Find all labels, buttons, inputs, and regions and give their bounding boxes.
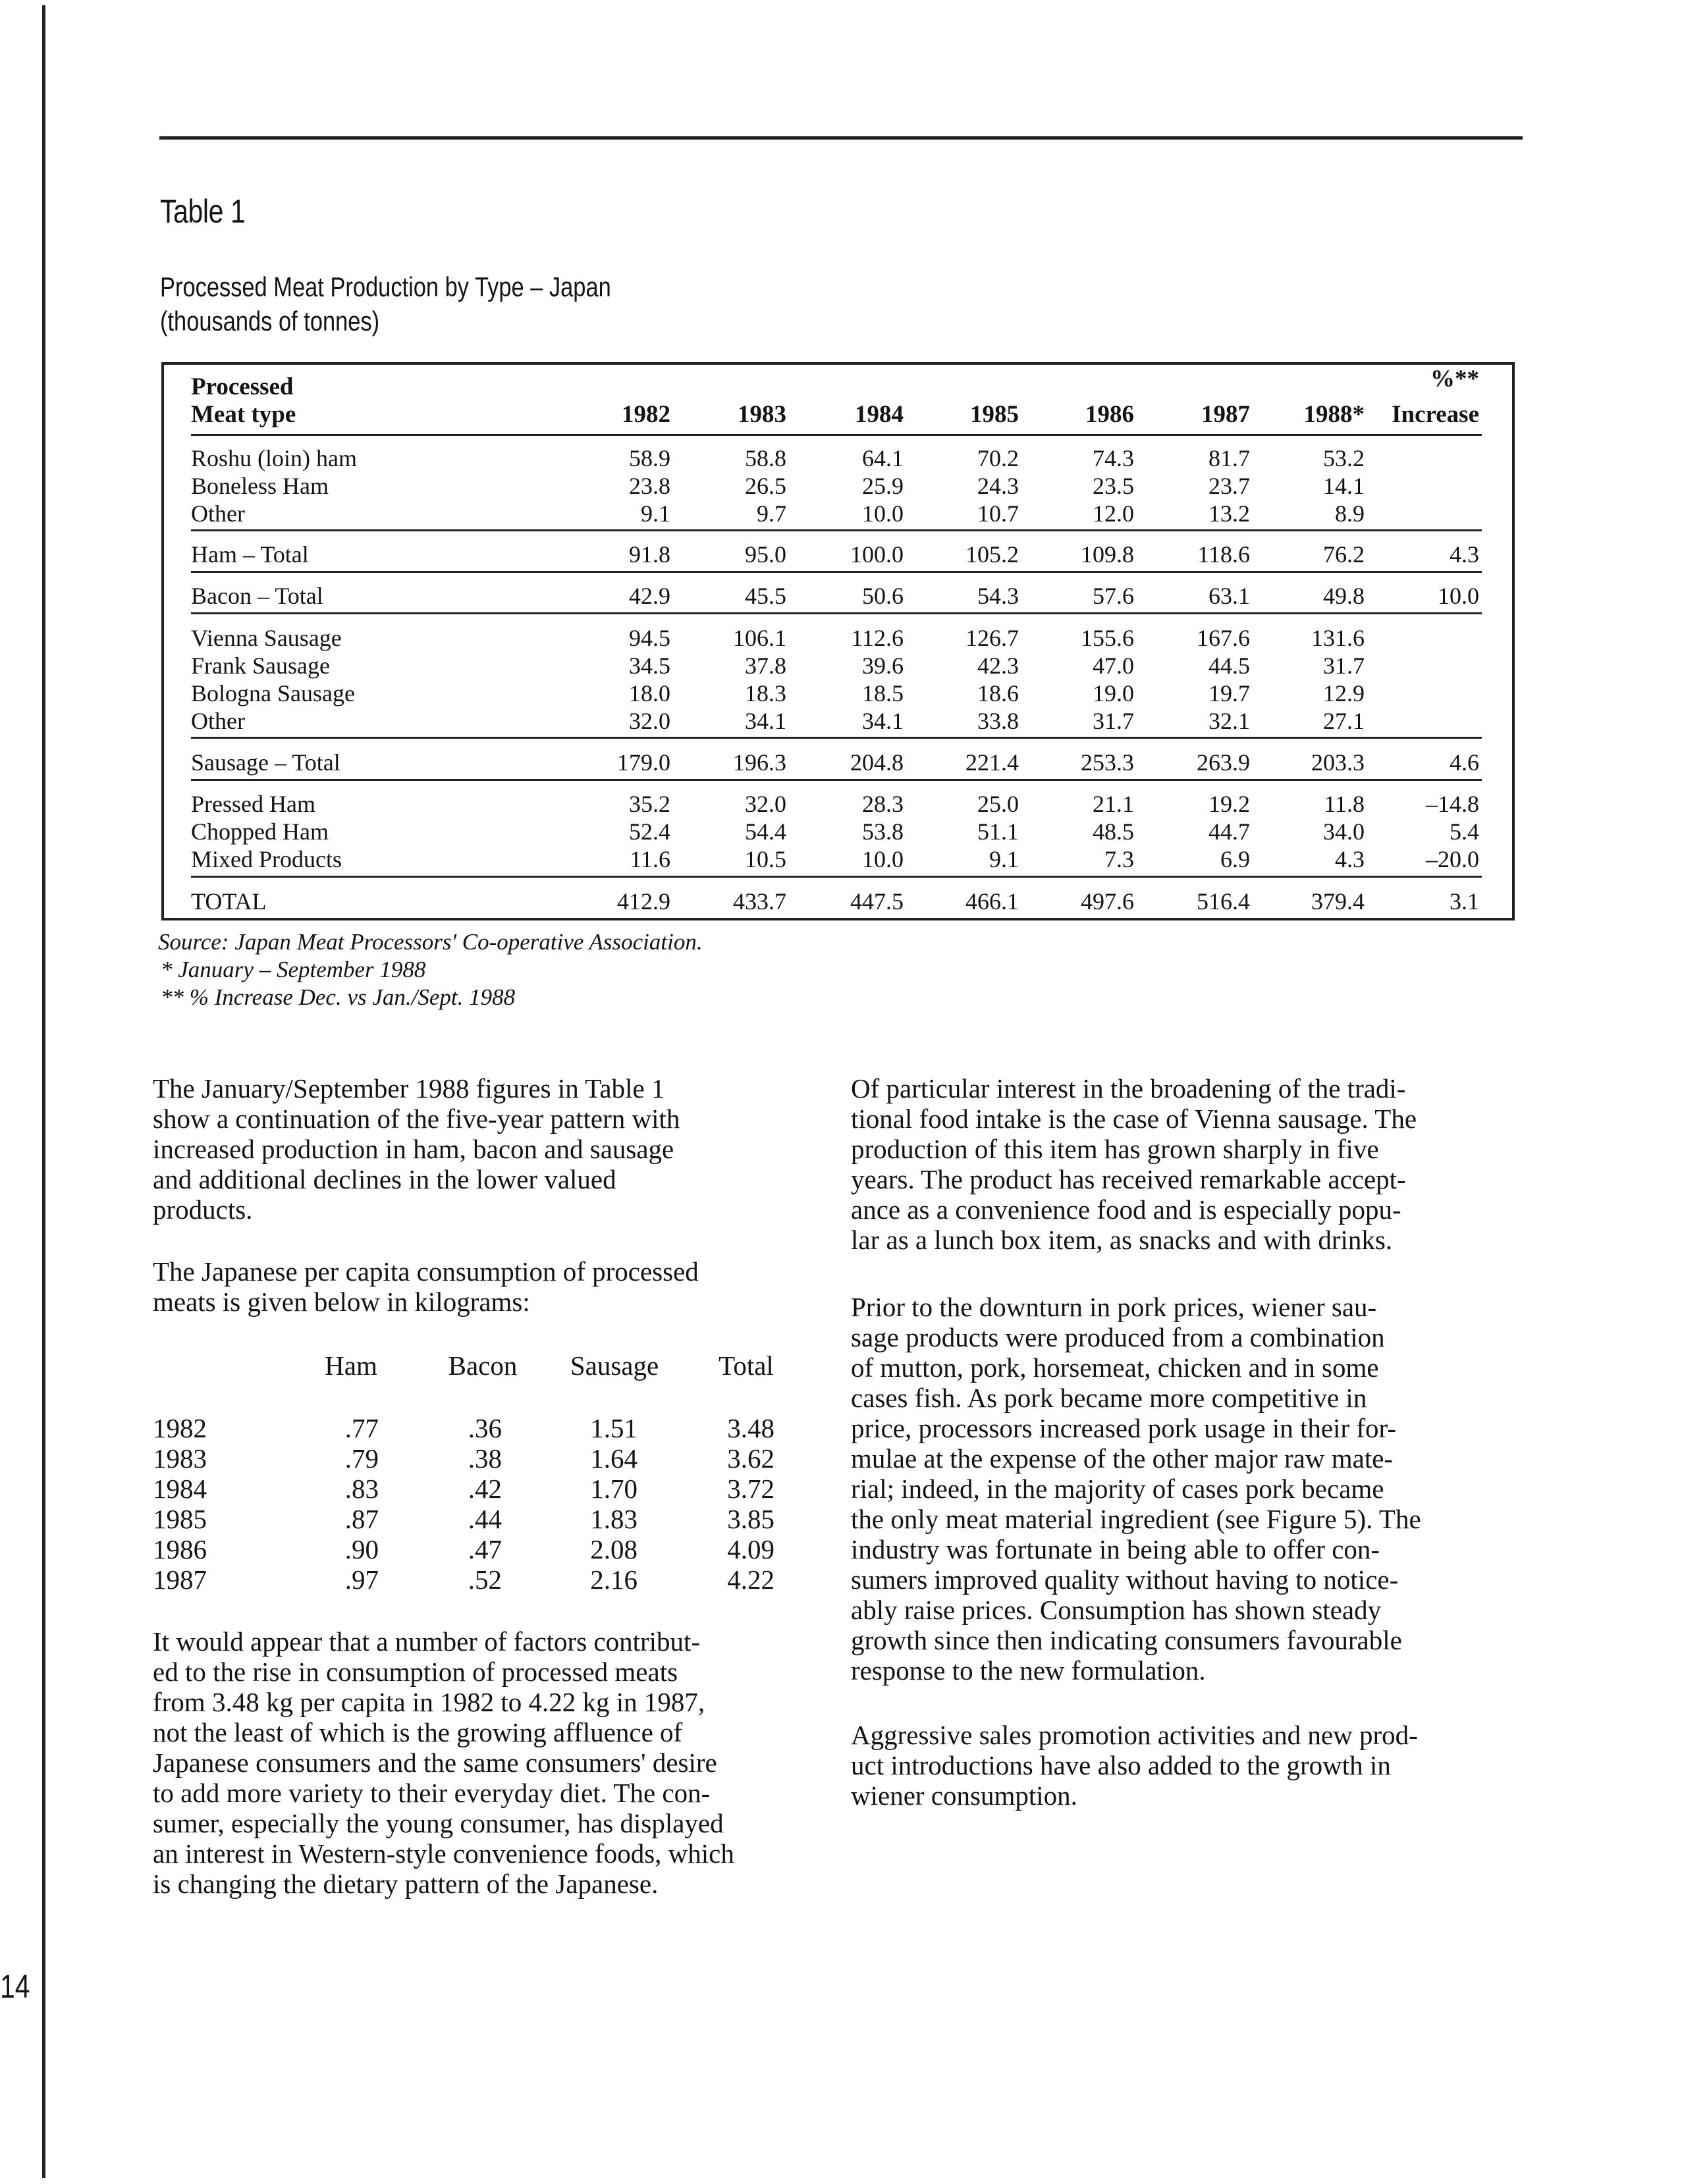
text-line: meats is given below in kilograms: xyxy=(153,1287,530,1317)
right-paragraph-2 xyxy=(851,1292,1421,1686)
text-line: response to the new formulation. xyxy=(851,1655,1206,1686)
per-capita-value: 1.51 xyxy=(590,1413,638,1443)
per-capita-value: 3.62 xyxy=(727,1443,774,1474)
table-cell: 9.7 xyxy=(757,500,786,527)
table-rule xyxy=(191,737,1482,739)
per-capita-value: 3.85 xyxy=(727,1504,774,1534)
table-cell: 49.8 xyxy=(1323,583,1365,609)
table-cell: 34.1 xyxy=(745,708,786,734)
per-capita-header: Total xyxy=(719,1350,774,1381)
table-cell: 497.6 xyxy=(1081,888,1134,915)
per-capita-year: 1985 xyxy=(153,1504,207,1534)
right-paragraph-3 xyxy=(851,1720,1418,1811)
table-rule xyxy=(191,434,1482,436)
text-line: lar as a lunch box item, as snacks and with drinks. xyxy=(851,1225,1393,1255)
per-capita-value: .87 xyxy=(344,1504,379,1534)
table-cell: 10.0 xyxy=(862,846,904,872)
table-title-unit: (thousands of tonnes) xyxy=(160,306,380,336)
per-capita-value: 3.72 xyxy=(727,1474,774,1504)
table-cell: 3.1 xyxy=(1450,888,1479,915)
text-line: products. xyxy=(153,1194,253,1225)
table-cell: 47.0 xyxy=(1093,653,1134,679)
table-cell: 51.1 xyxy=(977,818,1019,845)
per-capita-value: .36 xyxy=(468,1413,502,1443)
per-capita-header: Ham xyxy=(325,1350,377,1381)
text-line: growth since then indicating consumers favourable xyxy=(851,1625,1402,1655)
text-line: mulae at the expense of the other major raw mate- xyxy=(851,1443,1394,1474)
table-cell: 447.5 xyxy=(850,888,904,915)
table-cell: 58.9 xyxy=(629,445,670,471)
text-line: ance as a convenience food and is especially popu- xyxy=(851,1194,1401,1225)
table-cell: 126.7 xyxy=(965,625,1019,651)
text-line: production of this item has grown sharply in five xyxy=(851,1134,1379,1164)
column-header-year: 1984 xyxy=(855,401,904,428)
table-cell: 31.7 xyxy=(1093,708,1134,734)
table-cell: –20.0 xyxy=(1426,846,1479,872)
table-cell: 18.0 xyxy=(629,680,670,706)
table-cell: 155.6 xyxy=(1081,625,1134,651)
table-cell: 196.3 xyxy=(733,749,786,776)
table-cell: 94.5 xyxy=(629,625,670,651)
table-cell: 19.7 xyxy=(1208,680,1250,706)
text-line: ably raise prices. Consumption has shown steady xyxy=(851,1595,1382,1625)
table-cell: 221.4 xyxy=(965,749,1019,776)
table-cell: 32.1 xyxy=(1208,708,1250,734)
table-cell: 379.4 xyxy=(1311,888,1365,915)
table-cell: 12.0 xyxy=(1093,500,1134,527)
row-label: Ham – Total xyxy=(191,541,309,568)
text-line: It would appear that a number of factors contribut- xyxy=(153,1626,701,1657)
left-paragraph-1 xyxy=(153,1073,680,1225)
row-label: Pressed Ham xyxy=(191,791,315,817)
table-cell: 466.1 xyxy=(965,888,1019,915)
table-cell: 44.7 xyxy=(1208,818,1250,845)
row-label: TOTAL xyxy=(191,888,267,915)
table-cell: 45.5 xyxy=(745,583,786,609)
per-capita-value: .77 xyxy=(344,1413,379,1443)
table-cell: 7.3 xyxy=(1104,846,1134,872)
table-cell: 112.6 xyxy=(851,625,904,651)
text-line: sage products were produced from a combination xyxy=(851,1322,1385,1352)
table-cell: 19.0 xyxy=(1093,680,1134,706)
text-line: not the least of which is the growing affluence of xyxy=(153,1717,683,1747)
table-cell: 21.1 xyxy=(1093,791,1134,817)
table-cell: 35.2 xyxy=(629,791,670,817)
table-cell: 18.5 xyxy=(862,680,904,706)
right-paragraph-1 xyxy=(851,1073,1417,1255)
table-cell: 25.9 xyxy=(862,473,904,499)
per-capita-value: 2.16 xyxy=(590,1564,638,1595)
text-line: is changing the dietary pattern of the Japanese. xyxy=(153,1869,659,1899)
column-header-year: 1985 xyxy=(970,401,1019,428)
table-cell: 179.0 xyxy=(617,749,670,776)
table-cell: 52.4 xyxy=(629,818,670,845)
table-cell: 76.2 xyxy=(1323,541,1365,568)
table-cell: 28.3 xyxy=(862,791,904,817)
table-rule xyxy=(191,529,1482,531)
table-cell: 44.5 xyxy=(1208,653,1250,679)
table-title xyxy=(160,270,611,338)
text-line: show a continuation of the five-year pattern with xyxy=(153,1104,680,1134)
row-label: Vienna Sausage xyxy=(191,625,342,651)
table-rule xyxy=(191,612,1482,614)
per-capita-year: 1982 xyxy=(153,1413,207,1443)
table-cell: 53.8 xyxy=(862,818,904,845)
table-cell: 6.9 xyxy=(1220,846,1250,872)
per-capita-year: 1984 xyxy=(153,1474,207,1504)
per-capita-value: 4.22 xyxy=(727,1564,774,1595)
column-header-year: 1982 xyxy=(622,401,670,428)
table-cell: 10.7 xyxy=(977,500,1019,527)
table-cell: 11.8 xyxy=(1324,791,1365,817)
text-line: ed to the rise in consumption of processed meats xyxy=(153,1657,678,1687)
table-cell: 34.5 xyxy=(629,653,670,679)
table-cell: 203.3 xyxy=(1311,749,1365,776)
table-notes xyxy=(158,928,703,1011)
table-footnote: ** % Increase Dec. vs Jan./Sept. 1988 xyxy=(161,984,516,1010)
per-capita-value: .38 xyxy=(468,1443,502,1474)
table-cell: 5.4 xyxy=(1450,818,1479,845)
per-capita-value: .44 xyxy=(468,1504,502,1534)
table-cell: 253.3 xyxy=(1081,749,1134,776)
per-capita-value: .52 xyxy=(468,1564,502,1595)
per-capita-value: .47 xyxy=(468,1534,502,1564)
text-line: Prior to the downturn in pork prices, wiener sau- xyxy=(851,1292,1377,1322)
table-cell: 26.5 xyxy=(745,473,786,499)
table-cell: 42.9 xyxy=(629,583,670,609)
table-cell: 34.1 xyxy=(862,708,904,734)
text-line: to add more variety to their everyday diet. The con- xyxy=(153,1778,711,1808)
table-cell: 11.6 xyxy=(630,846,670,872)
table-cell: 433.7 xyxy=(733,888,786,915)
table-cell: 54.3 xyxy=(977,583,1019,609)
table-cell: 25.0 xyxy=(977,791,1019,817)
row-label: Other xyxy=(191,500,245,527)
text-line: The January/September 1988 figures in Table 1 xyxy=(153,1073,665,1104)
column-header: Increase xyxy=(1392,401,1479,428)
table-cell: 4.3 xyxy=(1450,541,1479,568)
table-cell: 39.6 xyxy=(862,653,904,679)
table-cell: 10.0 xyxy=(862,500,904,527)
per-capita-year: 1987 xyxy=(153,1564,207,1595)
table-cell: 412.9 xyxy=(617,888,670,915)
left-paragraph-2 xyxy=(153,1256,699,1317)
per-capita-year: 1983 xyxy=(153,1443,207,1474)
table-cell: 31.7 xyxy=(1323,653,1365,679)
per-capita-value: 3.48 xyxy=(727,1413,774,1443)
row-label: Frank Sausage xyxy=(191,653,330,679)
table-cell: 63.1 xyxy=(1208,583,1250,609)
table-title-line: Processed Meat Production by Type – Japan xyxy=(160,271,611,302)
table-cell: 91.8 xyxy=(629,541,670,568)
row-label: Chopped Ham xyxy=(191,818,329,845)
table-cell: 50.6 xyxy=(862,583,904,609)
text-line: from 3.48 kg per capita in 1982 to 4.22 kg in 1987, xyxy=(153,1687,705,1717)
table-cell: 95.0 xyxy=(745,541,786,568)
table-cell: 33.8 xyxy=(977,708,1019,734)
row-label: Bacon – Total xyxy=(191,583,323,609)
text-line: the only meat material ingredient (see Figure 5). The xyxy=(851,1504,1421,1534)
table-cell: 64.1 xyxy=(862,445,904,471)
per-capita-value: 2.08 xyxy=(590,1534,638,1564)
row-label: Boneless Ham xyxy=(191,473,329,499)
row-label: Mixed Products xyxy=(191,846,342,872)
table-cell: 23.8 xyxy=(629,473,670,499)
text-line: Japanese consumers and the same consumers' desire xyxy=(153,1747,717,1778)
text-line: Aggressive sales promotion activities and new prod- xyxy=(851,1720,1418,1750)
table-cell: 37.8 xyxy=(745,653,786,679)
text-line: uct introductions have also added to the growth in xyxy=(851,1750,1391,1780)
column-header-year: 1988* xyxy=(1303,401,1365,428)
text-line: tional food intake is the case of Vienna sausage. The xyxy=(851,1104,1417,1134)
top-rule xyxy=(159,136,1523,140)
column-header: Meat type xyxy=(191,401,296,428)
table-cell: 263.9 xyxy=(1197,749,1250,776)
row-label: Roshu (loin) ham xyxy=(191,445,357,471)
table-cell: 9.1 xyxy=(641,500,670,527)
table-cell: 131.6 xyxy=(1311,625,1365,651)
table-cell: 516.4 xyxy=(1197,888,1250,915)
per-capita-header: Sausage xyxy=(570,1350,659,1381)
table-cell: 74.3 xyxy=(1093,445,1134,471)
per-capita-year: 1986 xyxy=(153,1534,207,1564)
table-cell: 81.7 xyxy=(1208,445,1250,471)
row-label: Other xyxy=(191,708,245,734)
table-source-note: Source: Japan Meat Processors' Co-operative Association. xyxy=(158,929,703,955)
table-cell: 8.9 xyxy=(1335,500,1365,527)
table-cell: 24.3 xyxy=(977,473,1019,499)
row-label: Sausage – Total xyxy=(191,749,340,776)
per-capita-value: 1.70 xyxy=(590,1474,638,1504)
text-line: years. The product has received remarkable accept- xyxy=(851,1164,1406,1194)
per-capita-value: 1.64 xyxy=(590,1443,638,1474)
table-cell: 23.5 xyxy=(1093,473,1134,499)
table-cell: 70.2 xyxy=(977,445,1019,471)
column-header-year: 1983 xyxy=(738,401,786,428)
text-line: sumers improved quality without having to notice- xyxy=(851,1564,1399,1595)
table-cell: 19.2 xyxy=(1208,791,1250,817)
table-cell: 204.8 xyxy=(850,749,904,776)
table-rule xyxy=(191,571,1482,573)
left-paragraph-3 xyxy=(153,1626,734,1899)
table-cell: 109.8 xyxy=(1081,541,1134,568)
table-cell: 48.5 xyxy=(1093,818,1134,845)
per-capita-value: .79 xyxy=(344,1443,379,1474)
table-cell: 23.7 xyxy=(1208,473,1250,499)
table-cell: 18.3 xyxy=(745,680,786,706)
table-cell: 10.0 xyxy=(1438,583,1479,609)
table-label: Table 1 xyxy=(160,193,246,230)
text-line: wiener consumption. xyxy=(851,1780,1077,1811)
table-rule xyxy=(191,779,1482,781)
table-cell: 27.1 xyxy=(1323,708,1365,734)
table-cell: 9.1 xyxy=(989,846,1019,872)
column-header-year: 1987 xyxy=(1201,401,1250,428)
text-line: rial; indeed, in the majority of cases pork became xyxy=(851,1474,1384,1504)
table-cell: 42.3 xyxy=(977,653,1019,679)
table-cell: 34.0 xyxy=(1323,818,1365,845)
table-cell: 32.0 xyxy=(629,708,670,734)
table-cell: 4.6 xyxy=(1450,749,1479,776)
per-capita-value: .90 xyxy=(344,1534,379,1564)
table-cell: 12.9 xyxy=(1323,680,1365,706)
table-footnote: * January – September 1988 xyxy=(161,957,426,982)
page-number: 14 xyxy=(0,1968,30,2005)
table-cell: 18.6 xyxy=(977,680,1019,706)
table-cell: 14.1 xyxy=(1323,473,1365,499)
table-cell: 106.1 xyxy=(733,625,786,651)
row-label: Bologna Sausage xyxy=(191,680,355,706)
column-header-year: 1986 xyxy=(1085,401,1134,428)
table-cell: 10.5 xyxy=(745,846,786,872)
table-cell: 13.2 xyxy=(1208,500,1250,527)
table-cell: 53.2 xyxy=(1323,445,1365,471)
table-rule xyxy=(191,876,1482,878)
table-cell: 54.4 xyxy=(745,818,786,845)
text-line: Of particular interest in the broadening of the tradi- xyxy=(851,1073,1406,1104)
per-capita-value: 1.83 xyxy=(590,1504,638,1534)
table-cell: 105.2 xyxy=(965,541,1019,568)
text-line: and additional declines in the lower valued xyxy=(153,1164,616,1194)
table-cell: 57.6 xyxy=(1093,583,1134,609)
per-capita-value: .42 xyxy=(468,1474,502,1504)
per-capita-value: .97 xyxy=(344,1564,379,1595)
table-cell: 32.0 xyxy=(745,791,786,817)
table-cell: 167.6 xyxy=(1197,625,1250,651)
column-header: %** xyxy=(1430,365,1479,392)
left-margin-rule xyxy=(42,5,45,2178)
per-capita-value: .83 xyxy=(344,1474,379,1504)
text-line: increased production in ham, bacon and sausage xyxy=(153,1134,674,1164)
per-capita-value: 4.09 xyxy=(727,1534,774,1564)
text-line: cases fish. As pork became more competitive in xyxy=(851,1383,1367,1413)
text-line: The Japanese per capita consumption of processed xyxy=(153,1256,699,1287)
text-line: of mutton, pork, horsemeat, chicken and in some xyxy=(851,1352,1379,1383)
column-header: Processed xyxy=(191,373,294,400)
text-line: an interest in Western-style convenience foods, which xyxy=(153,1838,734,1869)
per-capita-header: Bacon xyxy=(448,1350,518,1381)
text-line: sumer, especially the young consumer, has displayed xyxy=(153,1808,724,1838)
table-cell: 118.6 xyxy=(1197,541,1250,568)
table-cell: 4.3 xyxy=(1335,846,1365,872)
table-cell: 100.0 xyxy=(850,541,904,568)
table-cell: –14.8 xyxy=(1426,791,1479,817)
table-cell: 58.8 xyxy=(745,445,786,471)
text-line: price, processors increased pork usage in their for- xyxy=(851,1413,1396,1443)
text-line: industry was fortunate in being able to offer con- xyxy=(851,1534,1380,1564)
